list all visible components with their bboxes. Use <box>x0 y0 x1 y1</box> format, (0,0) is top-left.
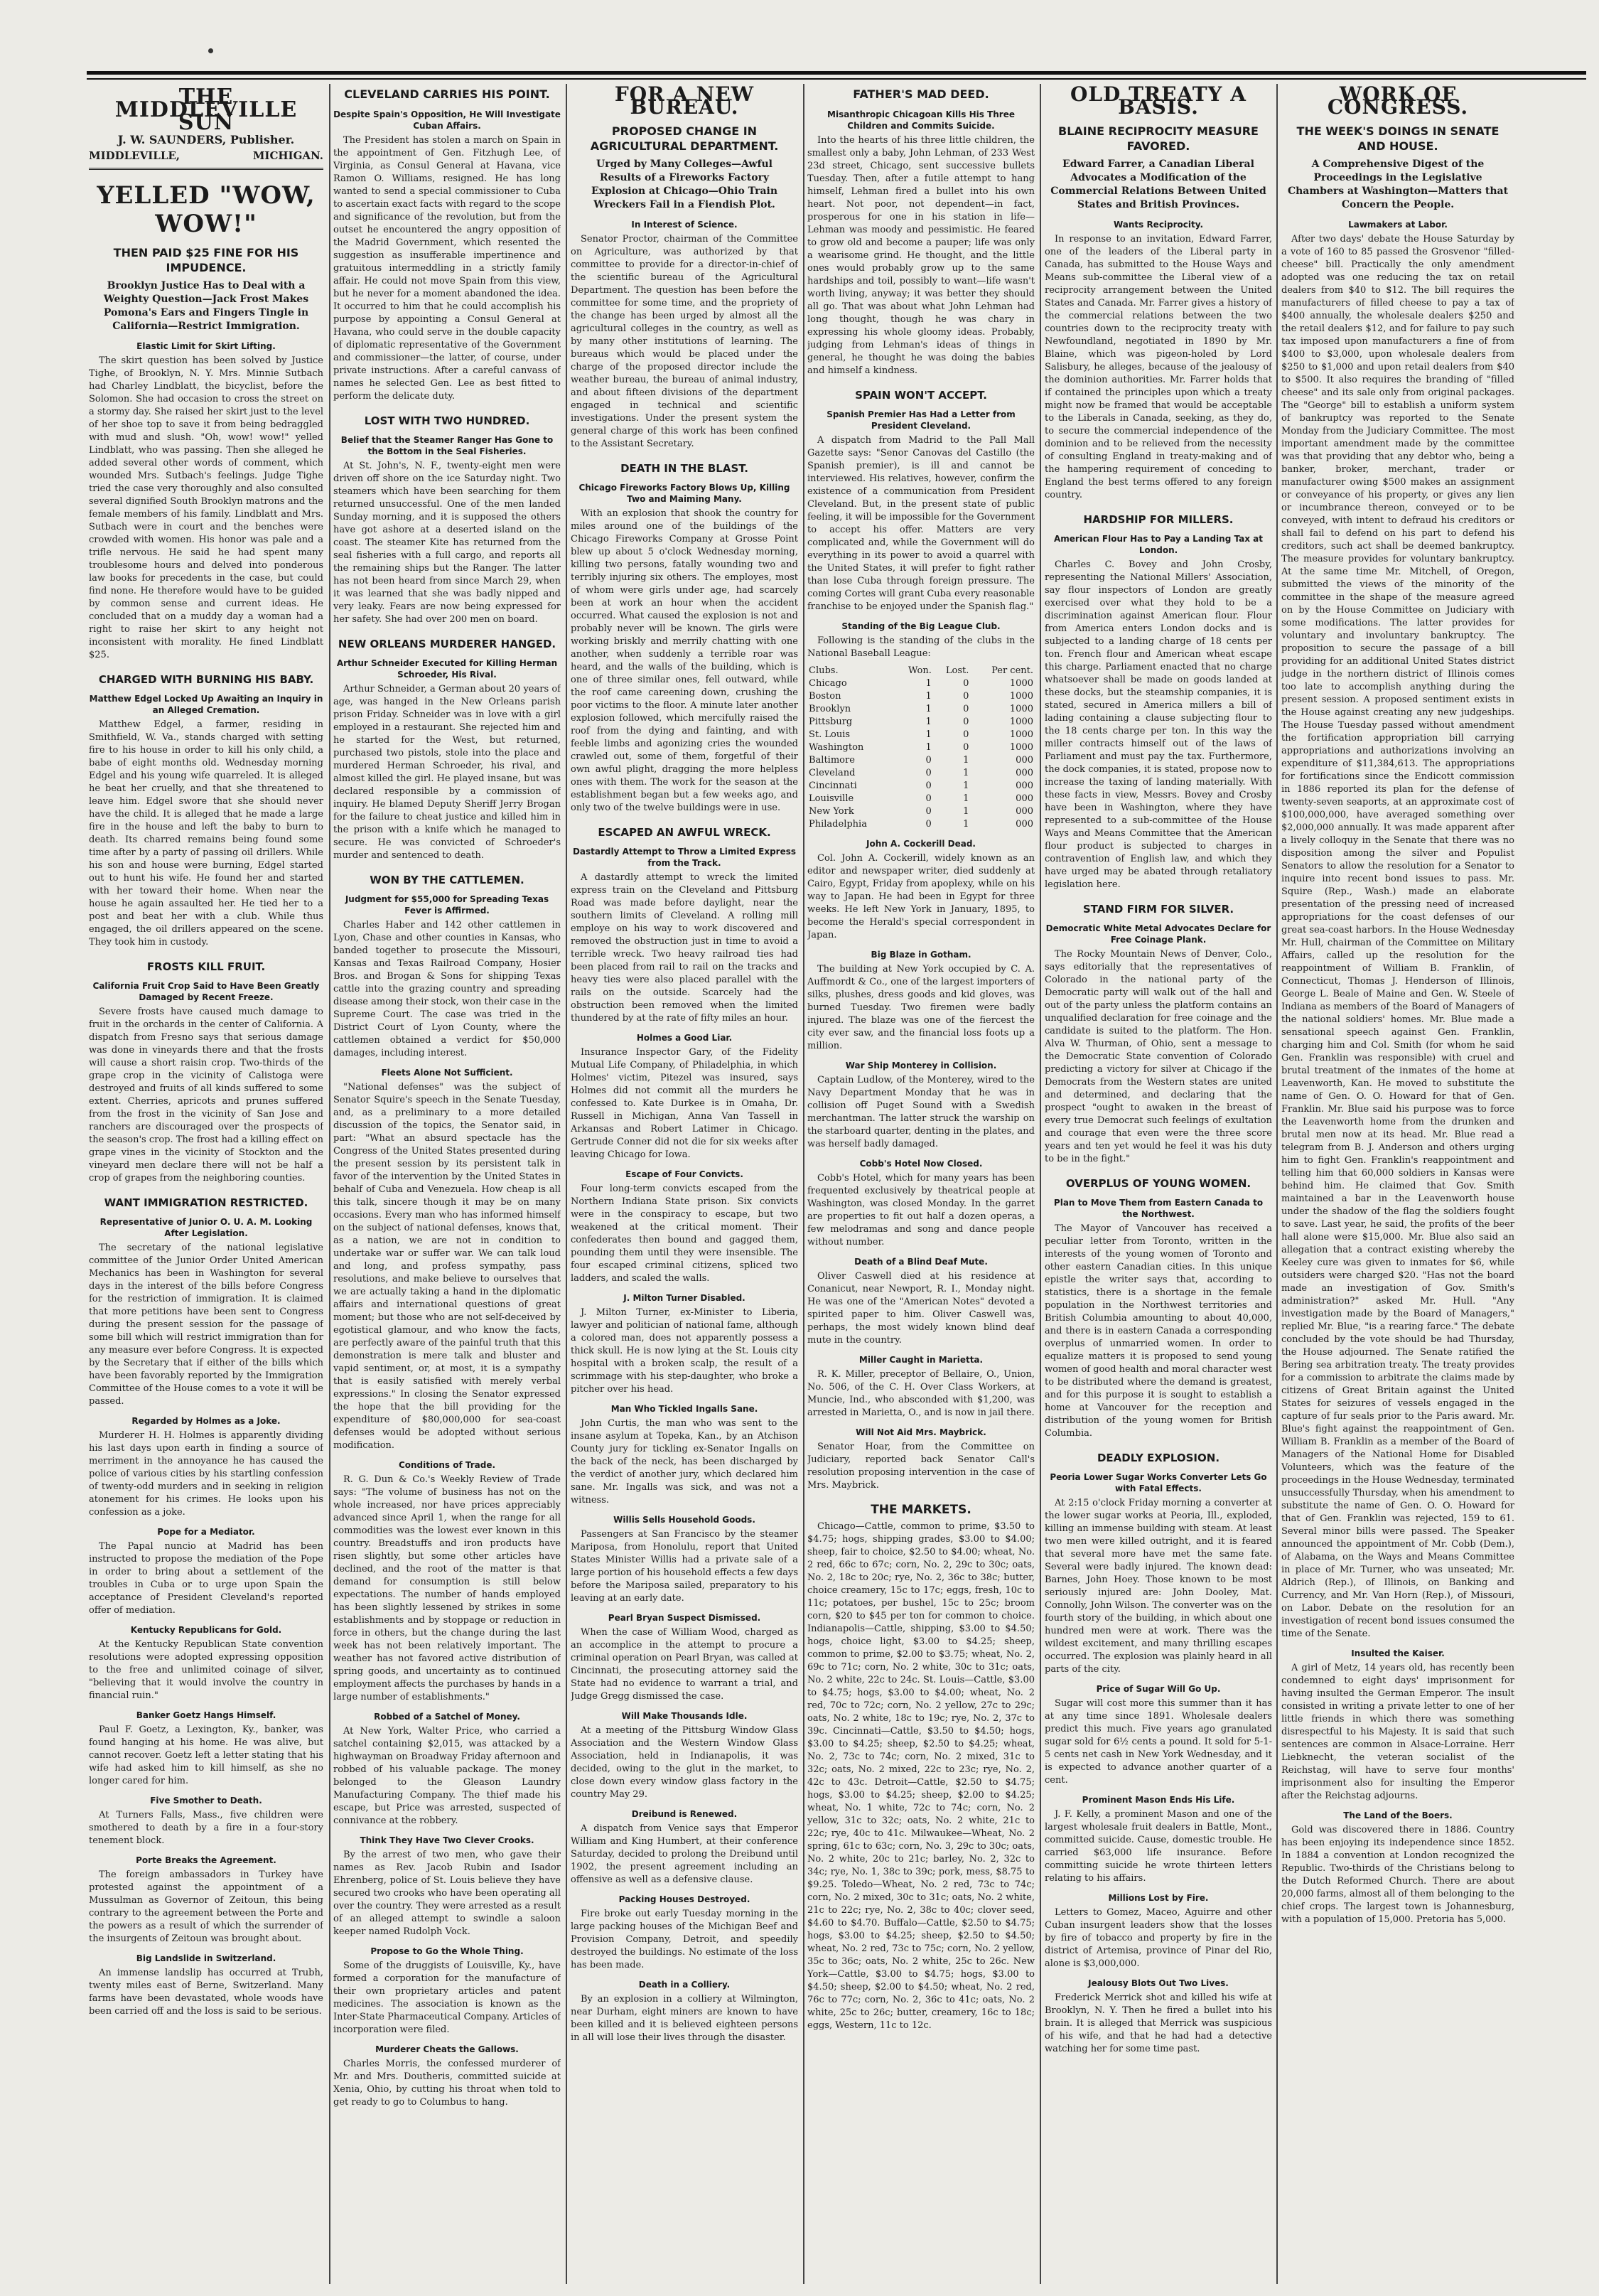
story-subtitle: Belief that the Steamer Ranger Has Gone to the Bottom in the Seal Fisheries. <box>340 435 554 456</box>
masthead-dateline <box>89 149 323 162</box>
story-subtitle: American Flour Has to Pay a Landing Tax at London. <box>1054 534 1263 555</box>
article-subhead: BLAINE RECIPROCITY MEASURE FAVORED. <box>1058 124 1259 153</box>
story-subtitle: Arthur Schneider Executed for Killing Herman Schroeder, His Rival. <box>336 658 558 680</box>
table-cell: 0 <box>925 755 932 766</box>
story-text: A girl of Metz, 14 years old, has recently been condemned to eight days' imprisonment for having insulted the German Emperor. The insult consisted in writing a private letter to one of her little friends in which there was something disrespectful to his Majesty. It is said that such sentences are common in Alsace-Lorraine. Herr Liebknecht, the veteran socialist of the Reichstag, will have to serve four months' imprisonment also for insulting the Emperor after the Reichstag adjourns. <box>1281 1663 1514 1801</box>
table-row <box>807 767 1035 780</box>
story-text: Arthur Schneider, a German about 20 years of age, was hanged in the New Orleans parish prison Friday. Schneider was in love with a girl employed in a restaurant. She rejected him and he started for the West, but returned, purchased two pistols, stole into the place and murdered Herman Schroeder, his rival, and almost killed the girl. He played insane, but was declared responsible by a commission of inquiry. He blamed Deputy Sheriff Jerry Brogan for the failure to cheat justice and killed him in the prison with a knife which he managed to secure. He was convicted of Schroeder's murder and sentenced to death. <box>333 684 561 861</box>
story-text: At New York, Walter Price, who carried a satchel containing $2,015, was attacked by a highwayman on Broadway Friday afternoon and robbed of his valuable package. The money belonged to the Gleason Laundry Manufacturing Company. The thief made his escape, but Price was arrested, suspected of connivance at the robbery. <box>333 1726 561 1826</box>
story-text: Four long-term convicts escaped from the Northern Indiana State prison. Six convicts were in the conspiracy to escape, but two weakened at the critical moment. Their confederates then bound and gagged them, pounding them until they were insensible. The four escaped criminal citizens, spliced two ladders, and scaled the walls. <box>571 1184 798 1284</box>
story-title: J. Milton Turner Disabled. <box>623 1293 745 1303</box>
story-text: The secretary of the national legislative committee of the Junior Order United American Mechanics has been in Washington for several days in the interest of the bills before Congress for the restriction of immigration. It is claimed that more petitions have been sent to Congress during the present session for the passage of some bill which will restrict immigration than for any measure ever before Congress. It is expected by the Secretary that if either of the bills which have been favorably reported by the Immigration Committee of the House comes to a vote it will be passed. <box>89 1243 323 1407</box>
story-title: Fleets Alone Not Sufficient. <box>381 1068 513 1078</box>
table-cell: 1 <box>925 704 932 714</box>
story-title: WANT IMMIGRATION RESTRICTED. <box>104 1196 308 1209</box>
story-title: Willis Sells Household Goods. <box>613 1515 755 1525</box>
story-title: Holmes a Good Liar. <box>636 1033 733 1043</box>
baseball-standings-table <box>807 665 1035 831</box>
story-subtitle: Despite Spain's Opposition, He Will Investigate Cuban Affairs. <box>333 109 561 131</box>
story-text: Captain Ludlow, of the Monterey, wired to the Navy Department Monday that he was in collision off Puget Sound with a Swedish merchantman. The latter struck the warship on the starboard quarter, denting in the plates, and was herself badly damaged. <box>807 1075 1035 1149</box>
table-cell: 1 <box>925 729 932 740</box>
story-title: Millions Lost by Fire. <box>1108 1893 1209 1903</box>
story-text: Severe frosts have caused much damage to fruit in the orchards in the center of California. A dispatch from Fresno says that serious damage was done in vineyards there and that the frosts will cause a short raisin crop. Two-thirds of the grape crop in the vicinity of Calistoga were destroyed and fruits of all kinds suffered to some extent. Cherries, apricots and prunes suffered from the frost in the vicinity of San Jose and ranchers are discouraged over the prospects of the season's crop. The frost had a killing effect on grape vines in the vicinity of Stockton and the vineyard men declare there will not be half a crop of grapes from the neighboring counties. <box>89 1007 323 1184</box>
table-cell: 0 <box>963 742 969 753</box>
story-text: Sugar will cost more this summer than it has at any time since 1891. Wholesale dealers predict this much. Five years ago granulated sugar sold for 6½ cents a pound. It sold for 5-1-5 cents net cash in New York Wednesday, and it is expected to advance another quarter of a cent. <box>1045 1698 1272 1786</box>
table-cell: 0 <box>925 806 932 817</box>
table-cell: 1 <box>963 806 969 817</box>
table-cell: 000 <box>1016 755 1033 766</box>
story-text: Insurance Inspector Gary, of the Fidelity Mutual Life Company, of Philadelphia, in which Holmes' victim, Pitezel was insured, says Holmes did not commit all the murders he confessed to. Kate Durkee is in Omaha, Dr. Russell in Michigan, Anna Van Tassell in Arkansas and Robert Latimer in Chicago. Gertrude Conner did not die for six weeks after leaving Chicago for Iowa. <box>571 1047 798 1160</box>
table-row <box>807 805 1035 818</box>
story-title: HARDSHIP FOR MILLERS. <box>1083 513 1234 526</box>
story-subtitle: Representative of Junior O. U. A. M. Looking After Legislation. <box>99 1217 313 1238</box>
story-text: Murderer H. H. Holmes is apparently dividing his last days upon earth in finding a source of merriment in the annoyance he has caused the police of various cities by his startling confession of twenty-odd murders and in seeking in religion atonement for his crimes. He looks upon his confession as a joke. <box>89 1430 323 1518</box>
story-text: Matthew Edgel, a farmer, residing in Smithfield, W. Va., stands charged with setting fire to his house in order to kill his only child, a babe of eight months old. Wednesday morning Edgel and his young wife quarreled. It is alleged he beat her cruelly, and that she threatened to leave him. Edgel swore that she should never have the child. It is alleged that he made a large fire in the house and left the baby to burn to death. Its charred remains being found some time after by a party of passing oil drillers. While his son and house were burning, Edgel started out to hunt his wife. He found her and started with her toward their home. When near the house he again assaulted her. He tied her to a post and beat her with a club. While thus engaged, the oil drillers appeared on the scene. They took him in custody. <box>89 719 323 948</box>
story-title: War Ship Monterey in Collision. <box>845 1061 997 1071</box>
story-title: Murderer Cheats the Gallows. <box>375 2044 519 2054</box>
story-title: FROSTS KILL FRUIT. <box>146 960 266 973</box>
story-title: Cobb's Hotel Now Closed. <box>859 1159 983 1169</box>
column-rule <box>1040 84 1041 2284</box>
table-row <box>807 677 1035 690</box>
article-deck: Urged by Many Colleges—Awful Results of a Fireworks Factory Explosion at Chicago—Ohio Train Wreckers Fail in a Fiendish Plot. <box>591 159 778 210</box>
column-5 <box>1045 84 1272 2284</box>
article-headline: WORK OF CONGRESS. <box>1327 84 1469 119</box>
story-subtitle: Spanish Premier Has Had a Letter from President Cleveland. <box>827 409 1016 431</box>
story-title: ESCAPED AN AWFUL WRECK. <box>598 826 771 839</box>
story-title: Escape of Four Convicts. <box>625 1169 743 1179</box>
table-cell: 000 <box>1016 793 1033 804</box>
story-title: Packing Houses Destroyed. <box>618 1894 750 1904</box>
story-subtitle: Peoria Lower Sugar Works Converter Lets Go with Fatal Effects. <box>1050 1472 1267 1493</box>
table-cell: 1 <box>925 691 932 702</box>
table-cell: 1000 <box>1009 704 1033 714</box>
column-rule <box>803 84 804 2284</box>
story-title: LOST WITH TWO HUNDRED. <box>364 414 530 427</box>
story-text: At a meeting of the Pittsburg Window Glass Association and the Western Window Glass Association, held in Indianapolis, it was decided, owing to the glut in the market, to close down every window glass factory in the country May 29. <box>571 1725 798 1800</box>
story-title: Robbed of a Satchel of Money. <box>374 1712 520 1722</box>
story-text: Letters to Gomez, Maceo, Aguirre and other Cuban insurgent leaders show that the losses by fire of tobacco and property by fire in the district of Artemisa, province of Pinar del Rio, alone is $3,000,000. <box>1045 1907 1272 1969</box>
story-title: SPAIN WON'T ACCEPT. <box>855 389 987 402</box>
story-text: The skirt question has been solved by Justice Tighe, of Brooklyn, N. Y. Mrs. Minnie Sutbach had Charley Lindblatt, the bicyclist, before the Solomon. She had occasion to cross the street on a stormy day. She raised her skirt just to the level of her shoe top to save it from being bedraggled with mud and slush. "Oh, wow! wow!" yelled Lindblatt, who was passing. Then she alleged he added several other words of comment, which wounded Mrs. Sutbach's feelings. Judge Tighe tried the case very thoroughly and also consulted several dignified South Brooklyn matrons and the female members of his family. Lindblatt and Mrs. Sutbach were in court and the benches were crowded with women. His honor was pale and a trifle nervous. He said he had spent many troublesome hours and delved into ponderous law books for precedents in the case, but could find none. He therefore would have to be guided by common sense and current ideas. He concluded that on a muddy day a woman had a right to raise her skirt to any height not inconsistent with morality. He fined Lindblatt $25. <box>89 355 323 660</box>
table-cell: 0 <box>963 704 969 714</box>
column-1 <box>89 84 323 2284</box>
table-header-row <box>807 665 1035 677</box>
table-cell: 0 <box>963 729 969 740</box>
story-title: Big Blaze in Gotham. <box>871 950 971 960</box>
masthead-publisher: J. W. SAUNDERS, Publisher. <box>117 133 295 146</box>
table-cell: 0 <box>925 780 932 791</box>
column-rule <box>1276 84 1278 2284</box>
table-row <box>807 754 1035 767</box>
table-cell: 0 <box>925 819 932 830</box>
print-speck <box>208 48 213 53</box>
masthead-city: MIDDLEVILLE, <box>89 149 181 162</box>
story-text: With an explosion that shook the country for miles around one of the buildings of the Chicago Fireworks Company at Grosse Point blew up about 5 o'clock Wednesday morning, killing two persons, fatally wounding two and terribly injuring six others. The employes, most of whom were girls under age, had scarcely been at work an hour when the accident occurred. What caused the explosion is not and probably never will be known. The girls were working briskly and merrily chatting with one another, when suddenly a terrible roar was heard, and the walls of the building, which is one of three similar ones, fell outward, while the roof came careening down, crushing the poor victims to the floor. A minute later another explosion followed, which mercifully raised the roof from the dying and fainting, and with feeble limbs and agonizing cries the wounded crawled out, some of them, forgetful of their own awful plight, dragging the more helpless ones with them. The work for the season at the establishment began but a few weeks ago, and only two of the twelve buildings were in use. <box>571 508 798 813</box>
story-title: Five Smother to Death. <box>150 1796 262 1806</box>
story-text: At 2:15 o'clock Friday morning a converter at the lower sugar works at Peoria, Ill., exploded, killing an immense building with steam. At least two men were killed outright, and it is feared that several more have met the same fate. Several were badly injured. The known dead: Barnes, John Hoey. Those known to be most seriously injured are: John Dooley, Mat. Connolly, John Wilson. The converter was on the fourth story of the building, in which about one hundred men were at work. There was the wildest excitement, and many thrilling escapes occurred. The explosion was plainly heard in all parts of the city. <box>1045 1498 1272 1675</box>
story-title: In Interest of Science. <box>631 220 738 230</box>
story-title: CLEVELAND CARRIES HIS POINT. <box>344 87 550 101</box>
story-title: Dreibund is Renewed. <box>631 1809 738 1819</box>
story-title: DEADLY EXPLOSION. <box>1097 1452 1220 1464</box>
table-cell: 0 <box>963 678 969 689</box>
story-text: The building at New York occupied by C. A. Auffmordt & Co., one of the largest importers of silks, plushes, dress goods and kid gloves, was burned Tuesday. Two firemen were badly injured. The blaze was one of the fiercest the city ever saw, and the financial loss foots up a million. <box>807 964 1035 1051</box>
table-cell: 000 <box>1016 819 1033 830</box>
story-subtitle: Democratic White Metal Advocates Declare for Free Coinage Plank. <box>1045 923 1271 945</box>
story-title: Miller Caught in Marietta. <box>858 1355 984 1365</box>
story-text: Fire broke out early Tuesday morning in the large packing houses of the Michigan Beef and Provision Company, Detroit, and speedily destroyed the buildings. No estimate of the loss has been made. <box>571 1909 798 1970</box>
table-row <box>807 818 1035 831</box>
column-3 <box>571 84 798 2284</box>
table-cell: 000 <box>1016 806 1033 817</box>
article-deck: Edward Farrer, a Canadian Liberal Advocates a Modification of the Commercial Relations Between United States and British Provinces. <box>1050 159 1266 210</box>
column-6 <box>1281 84 1514 2284</box>
story-subtitle: Chicago Fireworks Factory Blows Up, Killing Two and Maiming Many. <box>578 483 790 504</box>
table-cell: 1000 <box>1009 717 1033 727</box>
table-cell: Louisville <box>809 793 854 804</box>
story-text: Paul F. Goetz, a Lexington, Ky., banker, was found hanging at his home. He was alive, but cannot recover. Goetz left a letter stating that his wife had asked him to kill himself, as she no longer cared for him. <box>89 1724 323 1786</box>
table-cell: 1 <box>925 742 932 753</box>
story-text: Some of the druggists of Louisville, Ky., have formed a corporation for the manufacture of their own proprietary articles and patent medicines. The association is known as the Inter-State Pharmaceutical Company. Articles of incorporation were filed. <box>333 1960 561 2035</box>
table-cell: 0 <box>963 691 969 702</box>
article-subhead: THE WEEK'S DOINGS IN SENATE AND HOUSE. <box>1296 124 1500 153</box>
story-title: STAND FIRM FOR SILVER. <box>1082 903 1234 916</box>
table-cell: Boston <box>809 691 841 702</box>
story-subtitle: Judgment for $55,000 for Spreading Texas Fever is Affirmed. <box>345 894 549 916</box>
story-title: John A. Cockerill Dead. <box>866 839 976 849</box>
story-text: Col. John A. Cockerill, widely known as an editor and newspaper writer, died suddenly at Cairo, Egypt, Friday from apoplexy, while on his way to Japan. He had been in Egypt for three weeks. He left New York in January, 1895, to become the Herald's special correspondent in Japan. <box>807 853 1035 940</box>
table-cell: Cincinnati <box>809 780 857 791</box>
story-title: Regarded by Holmes as a Joke. <box>131 1416 281 1426</box>
story-text: Following is the standing of the clubs in the National Baseball League: <box>807 635 1035 659</box>
story-text: Charles Morris, the confessed murderer of Mr. and Mrs. Doutheris, committed suicide at Xenia, Ohio, by cutting his throat when told to get ready to go to Columbus to hang. <box>333 2059 561 2108</box>
story-text: Charles Haber and 142 other cattlemen in Lyon, Chase and other counties in Kansas, who banded together to prosecute the Missouri, Kansas and Texas Railroad Company, Hosier Bros. and Brogan & Sons for shipping Texas cattle into the grazing country and spreading disease among their stock, won their case in the Supreme Court. The case was tried in the District Court of Lyon County, where the cattlemen obtained a verdict for $50,000 damages, including interest. <box>333 920 561 1058</box>
story-title: Conditions of Trade. <box>398 1460 496 1470</box>
story-title: CHARGED WITH BURNING HIS BABY. <box>98 673 314 686</box>
story-text: "National defenses" was the subject of Senator Squire's speech in the Senate Tuesday, and, as a preliminary to a more detailed discussion of the topics, the Senator said, in part: "What an absurd spectacle has the Congress of the United States presented during the present session by its persistent talk in favor of the intervention by the United States in behalf of Cuba and Venezuela. How cheap is all this talk, sincere though it may be on many occasions. Every man who has informed himself on the subject of national defenses, knows that, as a nation, we are not in condition to undertake war or suffer war. We can talk loud and long, and profess sympathy, pass resolutions, and make believe to ourselves that we are actually taking a hand in the diplomatic affairs and international questions of great moment; but those who are not self-deceived by egotistical glamour, and who know the facts, are perfectly aware of the painful truth that this demonstration is mere talk and bluster and vapid sentiment, or, at most, it is a sympathy that is easily satisfied with merely verbal expressions." In closing the Senator expressed the hope that the bill providing for the expenditure of $80,000,000 for sea-coast defenses would be adopted without serious modification. <box>333 1082 561 1451</box>
column-rule <box>566 84 567 2284</box>
table-header-cell: Lost. <box>945 665 969 676</box>
table-cell: 1 <box>925 678 932 689</box>
story-text: By an explosion in a colliery at Wilmington, near Durham, eight miners are known to have been killed and it is believed eighteen persons in all will lose their lives through the disaster. <box>571 1994 798 2043</box>
story-title: Prominent Mason Ends His Life. <box>1082 1795 1235 1805</box>
story-subtitle: California Fruit Crop Said to Have Been Greatly Damaged by Recent Freeze. <box>92 981 320 1002</box>
story-text: After two days' debate the House Saturday by a vote of 160 to 85 passed the Grosvenor "filled-cheese" bill. Practically the only amendment adopted was one reducing the tax on retail dealers from $40 to $12. The bill requires the manufacturers of filled cheese to pay a tax of $400 annually, the wholesale dealers $250 and the retail dealers $12, and for failure to pay such tax imposed upon manufacturers a fine of from $400 to $3,000, upon wholesale dealers from $250 to $1,000 and upon retail dealers from $40 to $500. It also requires the branding of "filled cheese" and its sale only from original packages. The "George" bill to establish a uniform system of bankruptcy was reported to the Senate Monday from the Judiciary Committee. The most important amendment made by the committee was that providing that any debtor who, being a banker, broker, merchant, trader or manufacturer owing $500 makes an assignment or conveyance of his property, or gives any lien or incumbrance thereon, conveyed or to be conveyed, with intent to defraud his creditors or shall fail to defend on his part to defend his creditors, such act shall be deemed bankruptcy. The measure provides for voluntary bankruptcy. At the same time Mr. Mitchell, of Oregon, submitted the views of the minority of the committee in the shape of the measure agreed on by the House Committee on Judiciary with some modifications. The latter provides for voluntary and involuntary bankruptcy. The proposition to secure the passage of a bill providing for an additional United States district judge in the northern district of Illinois comes too late to accomplish anything during the present session. A proposed sentiment exists in the House against creating any new judgeships. The House Tuesday passed without amendment the fortification appropriation bill carrying appropriations and authorizations involving an expenditure of $11,384,613. The appropriations for fortifications since the Endicott commission in 1886 reported its plan for the defense of twenty-seven seaports, at an approximate cost of $100,000,000, have averaged something over $2,000,000 annually. It was made apparent after a lively colloquy in the Senate that there was no disposition among the silver and Populist Senators to allow the resolution for a Senator to inquire into recent bond issues to pass. Mr. Squire (Rep., Wash.) made an elaborate presentation of the pressing need of increased appropriations for the coast defenses of our great sea-coast harbors. In the House Wednesday Mr. Hull, chairman of the Committee on Military Affairs, called up the resolution for the reappointment of William B. Franklin, of Connecticut, Thomas J. Henderson of Illinois, George L. Beale of Maine and Gen. W. Steele of Indiana as members of the Board of Managers of the national soldiers' homes. Mr. Blue made a sensational speech against Gen. Franklin, charging him and Col. Smith (for whom he said Gen. Franklin was responsible) with cruel and brutal treatment of the inmates of the home at Leavenworth, Kan. He moved to substitute the name of Gen. O. O. Howard for that of Gen. Franklin. Mr. Blue said his purpose was to force the Leavenworth home from the drunken and brutal men now at its head. Mr. Blue read a telegram from B. J. Anderson and others urging him to fight Gen. Franklin's reappointment and telling him that 60,000 soldiers in Kansas were behind him. He claimed that Gov. Smith maintained a bar in the Leavenworth house under the shadow of the flag the soldiers fought to save. Last year, he said, the profits of the beer hall alone were $15,000. Mr. Blue also said an allegation that a contract existing whereby the Keeley cure was given to inmates for $6, while outsiders were charged $20. "Has not the board made an investigation of Gov. Smith's administration?" asked Mr. Hull. "Any investigation made by the Board of Managers," replied Mr. Blue, "is a rearing farce." The debate concluded by the vote should be had Thursday, the House adjourned. The Senate ratified the Bering sea arbitration treaty. The treaty provides for a commission to arbitrate the claims made by citizens of Great Britain against the United States for seizures of vessels engaged in the capture of fur seals prior to the Paris award. Mr. Blue's fight against the reappointment of Gen. William B. Franklin as a member of the Board of Managers of the National Home for Disabled Volunteers, which was the feature of the proceedings in the House Wednesday, terminated unsuccessfully Thursday, when his amendment to substitute the name of Gen. O. O. Howard for that of Gen. Franklin was rejected, 159 to 61. Several minor bills were passed. The Speaker announced the appointment of Mr. Cobb (Dem.), of Alabama, on the Ways and Means Committee in place of Mr. Turner, who was unseated; Mr. Aldrich (Rep.), of Illinois, on Banking and Currency, and Mr. Van Horn (Rep.), of Missouri, on Labor. Debate on the resolution for an investigation of recent bond issues consumed the time of the Senate. <box>1281 234 1514 1639</box>
article-deck: Brooklyn Justice Has to Deal with a Weighty Question—Jack Frost Makes Pomona's Ears and Fingers Tingle in California—Restrict Immigration. <box>103 280 309 332</box>
story-text: The Papal nuncio at Madrid has been instructed to propose the mediation of the Pope in order to bring about a settlement of the troubles in Cuba or to urge upon Spain the acceptance of President Cleveland's reported offer of mediation. <box>89 1541 323 1616</box>
story-text: In response to an invitation, Edward Farrer, one of the leaders of the Liberal party in Canada, has submitted to the House Ways and Means sub-committee the Liberal view of a reciprocity arrangement between the United States and Canada. Mr. Farrer gives a history of the commercial relations between the two countries down to the reciprocity treaty with Newfoundland, negotiated in 1890 by Mr. Blaine, which was pigeon-holed by Lord Salisbury, he alleges, because of the jealousy of the dominion authorities. Mr. Farrer holds that if contained the principles upon which a treaty might now be framed that would be acceptable to the Liberals in Canada, seeking, as they do, to secure the commercial independence of the dominion and to be relieved from the necessity of consulting England in treaty-making and of the hampering requirement of conceding to England the best terms offered to any foreign country. <box>1045 234 1272 500</box>
story-title: Death of a Blind Deaf Mute. <box>854 1257 988 1267</box>
table-header-cell: Per cent. <box>991 665 1033 676</box>
column-4 <box>807 84 1035 2284</box>
story-text: A dispatch from Venice says that Emperor William and King Humbert, at their conference Saturday, decided to prolong the Dreibund until 1902, the present agreement including an offensive as well as a defensive clause. <box>571 1823 798 1885</box>
story-text: An immense landslip has occurred at Trubh, twenty miles east of Berne, Switzerland. Many farms have been devastated, whole woods have been carried off and the loss is said to be serious. <box>89 1968 323 2017</box>
story-title: Jealousy Blots Out Two Lives. <box>1088 1978 1229 1988</box>
table-cell: 0 <box>963 717 969 727</box>
table-cell: 1000 <box>1009 691 1033 702</box>
table-cell: 1000 <box>1009 742 1033 753</box>
table-cell: St. Louis <box>809 729 851 740</box>
table-cell: 1000 <box>1009 678 1033 689</box>
story-title: Lawmakers at Labor. <box>1348 220 1448 230</box>
story-title: DEATH IN THE BLAST. <box>620 462 748 475</box>
table-cell: Brooklyn <box>809 704 851 714</box>
story-text: Oliver Caswell died at his residence at Conanicut, near Newport, R. I., Monday night. He was one of the "American Notes" devoted a spirited paper to him. Oliver Caswell was, perhaps, the most widely known blind deaf mute in the country. <box>807 1271 1035 1346</box>
story-text: At the Kentucky Republican State convention resolutions were adopted expressing opposition to the free and unlimited coinage of silver, "believing that it would involve the country in financial ruin." <box>89 1639 323 1701</box>
table-row <box>807 729 1035 741</box>
story-title: OVERPLUS OF YOUNG WOMEN. <box>1065 1177 1251 1190</box>
table-cell: 0 <box>925 793 932 804</box>
story-text: At St. John's, N. F., twenty-eight men were driven off shore on the ice Saturday night. Two steamers which have been searching for them returned unsuccessful. One of the men landed Sunday morning, and it is supposed the others have got ashore at a deserted island on the coast. The steamer Kite has returned from the seal fisheries with a full cargo, and reports all the remaining ships but the Ranger. The latter has not been heard from since March 29, when it was learned that she was badly nipped and very leaky. Fears are now being expressed for her safety. She had over 200 men on board. <box>333 461 561 625</box>
table-cell: 1 <box>925 717 932 727</box>
table-row <box>807 793 1035 805</box>
story-title: FATHER'S MAD DEED. <box>853 87 989 101</box>
table-header-cell: Clubs. <box>809 665 839 676</box>
article-subhead: THEN PAID $25 FINE FOR HIS IMPUDENCE. <box>113 246 299 274</box>
story-title: Standing of the Big League Club. <box>841 621 1001 631</box>
table-cell: Washington <box>809 742 864 753</box>
story-text: Passengers at San Francisco by the steamer Mariposa, from Honolulu, report that United States Minister Willis had a private sale of a large portion of his household effects a few days before the Mariposa sailed, preparatory to his leaving at an early date. <box>571 1529 798 1604</box>
story-text: R. K. Miller, preceptor of Bellaire, O., Union, No. 506, of the C. H. Over Class Workers, at Muncie, Ind., who absconded with $1,200, was arrested in Marietta, O., and is now in jail there. <box>807 1369 1035 1418</box>
table-cell: New York <box>809 806 854 817</box>
table-cell: 1 <box>963 755 969 766</box>
story-text: A dastardly attempt to wreck the limited express train on the Cleveland and Pittsburg Road was made before daylight, near the southern limits of Cleveland. A rolling mill employe on his way to work discovered and removed the obstruction just in time to avoid a terrible wreck. Two heavy railroad ties had been placed from rail to rail on the tracks and heavy ties were also placed parallel with the rails on the outside. Scarcely had the obstruction been removed when the limited thundered by at the rate of fifty miles an hour. <box>571 872 798 1024</box>
story-text: Gold was discovered there in 1886. Country has been enjoying its independence since 1852. In 1884 a convention at London recognized the Republic. Two-thirds of the Christians belong to the Dutch Reformed Church. There are about 20,000 farms, almost all of them belonging to the chief crops. The largest town is Johannesburg, with a population of 15,000. Pretoria has 5,000. <box>1281 1825 1514 1925</box>
table-cell: 1 <box>963 768 969 778</box>
story-title: Propose to Go the Whole Thing. <box>370 1946 524 1956</box>
story-title: Kentucky Republicans for Gold. <box>130 1625 282 1635</box>
table-cell: 1 <box>963 819 969 830</box>
story-text: Into the hearts of his three little children, the smallest only a baby, John Lehman, of 233 West 23d street, Chicago, sent successive bullets Tuesday. Then, after a futile attempt to hang himself, Lehman fired a bullet into his own heart. Not poor, not dependent—in fact, prosperous for one in his station in life—Lehman was moody and pessimistic. He feared to grow old and become a pauper; life was only a wearisome grind. He thought, and the little ones would probably grow up to the same hardships and toil, possibly to want—life wasn't worth living, anyway; it was better they should all go. That was about what John Lehman had long thought, though he was chary in expressing his whole gloomy ideas. Probably, judging from Lehman's ideas of things in general, he thought he was doing the babies and himself a kindness. <box>807 135 1035 376</box>
story-title: Elastic Limit for Skirt Lifting. <box>136 341 276 351</box>
masthead-title: THE MIDDLEVILLE SUN <box>114 85 298 135</box>
story-subtitle: Plan to Move Them from Eastern Canada to the Northwest. <box>1053 1198 1264 1219</box>
story-text: By the arrest of two men, who gave their names as Rev. Jacob Rubin and Isador Ehrenberg, police of St. Louis believe they have secured two crooks who have been operating all over the country. They were arrested as a result of an alleged attempt to swindle a saloon keeper named Rudolph Vock. <box>333 1850 561 1937</box>
markets-text: Chicago—Cattle, common to prime, $3.50 to $4.75; hogs, shipping grades, $3.00 to $4.00; sheep, fair to choice, $2.50 to $4.00; wheat, No. 2 red, 66c to 67c; corn, No. 2, 29c to 30c; oats, No. 2, 18c to 20c; rye, No. 2, 36c to 38c; butter, choice creamery, 15c to 17c; eggs, fresh, 10c to 11c; potatoes, per bushel, 15c to 25c; broom corn, $20 to $45 per ton for common to choice. Indianapolis—Cattle, shipping, $3.00 to $4.50; hogs, choice light, $3.00 to $4.25; sheep, common to prime, $2.00 to $3.75; wheat, No. 2, 69c to 71c; corn, No. 2 white, 30c to 31c; oats, No. 2 white, 22c to 24c. St. Louis—Cattle, $3.00 to $4.75; hogs, $3.00 to $4.00; wheat, No. 2 red, 70c to 72c; corn, No. 2 yellow, 27c to 29c; oats, No. 2 white, 18c to 19c; rye, No. 2, 37c to 39c. Cincinnati—Cattle, $3.50 to $4.50; hogs, $3.00 to $4.25; sheep, $2.50 to $4.25; wheat, No. 2, 73c to 74c; corn, No. 2 mixed, 31c to 32c; oats, No. 2 mixed, 22c to 23c; rye, No. 2, 42c to 43c. Detroit—Cattle, $2.50 to $4.75; hogs, $3.00 to $4.25; sheep, $2.00 to $4.25; wheat, No. 1 white, 72c to 74c; corn, No. 2 yellow, 31c to 32c; oats, No. 2 white, 21c to 22c; rye, 40c to 41c. Milwaukee—Wheat, No. 2 spring, 61c to 63c; corn, No. 3, 29c to 30c; oats, No. 2 white, 20c to 21c; barley, No. 2, 32c to 34c; rye, No. 1, 38c to 39c; pork, mess, $8.75 to $9.25. Toledo—Wheat, No. 2 red, 73c to 74c; corn, No. 2 mixed, 30c to 31c; oats, No. 2 white, 21c to 22c; rye, No. 2, 38c to 40c; clover seed, $4.60 to $4.70. Buffalo—Cattle, $2.50 to $4.75; hogs, $3.00 to $4.25; sheep, $2.50 to $4.50; wheat, No. 2 red, 73c to 75c; corn, No. 2 yellow, 35c to 36c; oats, No. 2 white, 25c to 26c. New York—Cattle, $3.00 to $4.75; hogs, $3.00 to $4.50; sheep, $2.00 to $4.50; wheat, No. 2 red, 76c to 77c; corn, No. 2, 36c to 41c; oats, No. 2 white, 25c to 26c; butter, creamery, 16c to 18c; eggs, Western, 11c to 12c. <box>807 1521 1035 2031</box>
table-row <box>807 690 1035 703</box>
table-row <box>807 741 1035 754</box>
article-headline: YELLED "WOW, WOW!" <box>97 181 316 238</box>
story-title: NEW ORLEANS MURDERER HANGED. <box>338 638 556 650</box>
top-rule-thick <box>87 71 1586 75</box>
story-title: The Land of the Boers. <box>1343 1810 1453 1820</box>
article-subhead: PROPOSED CHANGE IN AGRICULTURAL DEPARTMENT. <box>590 124 779 153</box>
table-cell: 000 <box>1016 768 1033 778</box>
article-headline: FOR A NEW BUREAU. <box>614 84 755 119</box>
story-text: The Rocky Mountain News of Denver, Colo., says editorially that the representatives of Colorado in the national party of the Democratic party will walk out of the hall and out of the party unless the platform contains an unqualified declaration for free coinage and the candidate is suited to the platform. The Hon. Alva W. Thurman, of Ohio, sent a message to the Democratic State convention of Colorado predicting a victory for silver at Chicago if the Democrats from the Western states are united and determined, and declaring that the prospect "ought to awaken in the breast of every true Democrat such feelings of exultation and courage that even were the three score years and ten yet would he feel it was his duty to be in the fight." <box>1045 949 1272 1164</box>
story-text: J. Milton Turner, ex-Minister to Liberia, lawyer and politician of national fame, although a colored man, does not apparently possess a thick skull. He is now lying at the St. Louis city hospital with a broken scalp, the result of a scrimmage with his step-daughter, who broke a pitcher over his head. <box>571 1307 798 1395</box>
table-cell: 1 <box>963 780 969 791</box>
table-cell: 000 <box>1016 780 1033 791</box>
story-text: The Mayor of Vancouver has received a peculiar letter from Toronto, written in the interests of the young women of Toronto and other eastern Canadian cities. In this unique epistle the writer says that, according to statistics, there is a shortage in the female population in the Northwest territories and British Columbia amounting to about 40,000, and there is in eastern Canada a corresponding overplus of unmarried women. In order to equalize matters it is proposed to send young women of good health and moral character west to be distributed where the demand is greatest, and for this purpose it is sought to establish a home at Vancouver for the reception and distribution of the young women for British Columbia. <box>1045 1223 1272 1439</box>
story-text: When the case of William Wood, charged as an accomplice in the attempt to procure a criminal operation on Pearl Bryan, was called at Cincinnati, the prosecuting attorney said the State had no evidence to warrant a trial, and Judge Gregg dismissed the case. <box>571 1627 798 1702</box>
table-header-cell: Won. <box>908 665 932 676</box>
story-title: Will Make Thousands Idle. <box>621 1711 748 1721</box>
story-title: Big Landslide in Switzerland. <box>136 1953 276 1963</box>
story-text: Senator Hoar, from the Committee on Judiciary, reported back Senator Call's resolution proposing intervention in the case of Mrs. Maybrick. <box>807 1442 1035 1491</box>
table-cell: Cleveland <box>809 768 856 778</box>
story-title: Pearl Bryan Suspect Dismissed. <box>608 1613 761 1623</box>
top-rule-thin <box>87 78 1586 80</box>
story-text: A dispatch from Madrid to the Pall Mall Gazette says: "Senor Canovas del Castillo (the Spanish premier), is ill and cannot be interviewed. His relatives, however, confirm the existence of a communication from President Cleveland. But, in the present state of public feeling, it will be impossible for the Government to accept his offer. Matters are very complicated and, while the Government will do everything in its power to avoid a quarrel with the United States, it will prefer to fight rather than lose Cuba through foreign pressure. The coming Cortes will grant Cuba every reasonable franchise to be enjoyed under the Spanish flag." <box>807 435 1035 612</box>
story-title: Price of Sugar Will Go Up. <box>1096 1684 1221 1694</box>
story-text: Charles C. Bovey and John Crosby, representing the National Millers' Association, say flour inspectors of London are greatly exercised over what they hold to be a discrimination against American flour. Flour from America enters London docks and is subjected to a landing charge of 18 cents per ton. French flour and American wheat escape this charge. Parliament enacted that no charge whatsoever shall be made on goods landed at these docks, but the steamship companies, it is stated, secured in America millers a bill of lading containing a clause subjecting flour to the 18 cents charge per ton. In this way the miller contracts himself out of the laws of Parliament and must pay the tax. Furthermore, the dock companies, it is stated, propose now to increase the taxing of landing materially. With these facts in view, Messrs. Bovey and Crosby have been in Washington, where they have represented to a sub-committee of the House Ways and Means Committee that the American flour product is subjected to charges in contravention of English law, and which they have urged may be abated through retaliatory legislation here. <box>1045 559 1272 890</box>
table-cell: Chicago <box>809 678 847 689</box>
story-text: Frederick Merrick shot and killed his wife at Brooklyn, N. Y. Then he fired a bullet into his brain. It is alleged that Merrick was suspicious of his wife, and that he had had a detective watching her for some time past. <box>1045 1992 1272 2054</box>
story-title: Banker Goetz Hangs Himself. <box>136 1710 276 1720</box>
story-text: Senator Proctor, chairman of the Committee on Agriculture, was authorized by that committee to provide for a director-in-chief of the scientific bureau of the Agricultural Department. The question has been before the committee for some time, and the propriety of the change has been urged by almost all the agricultural colleges in the country, as well as by many other institutions of learning. The bureaus which would be placed under the charge of the proposed director include the weather bureau, the bureau of animal industry, and about fifteen divisions of the department engaged in technical and scientific investigations. Under the present system the general charge of this work has been confined to the Assistant Secretary. <box>571 234 798 449</box>
story-title: Porte Breaks the Agreement. <box>136 1855 276 1865</box>
table-cell: Baltimore <box>809 755 855 766</box>
column-2 <box>333 84 561 2284</box>
story-title: Man Who Tickled Ingalls Sane. <box>610 1404 758 1414</box>
story-title: Pope for a Mediator. <box>157 1527 255 1537</box>
story-text: The President has stolen a march on Spain in the appointment of Gen. Fitzhugh Lee, of Virginia, as Consul General at Havana, vice Ramon O. Williams, resigned. He has long wanted to send a special commissioner to Cuba to ascertain exact facts with regard to the scope and significance of the revolution, but from the outset he encountered the angry opposition of the Madrid Government, which resented the suggestion as insufferable impertinence and gratuitous intermeddling in a strictly family affair. He could not move Spain from this view, but he never for a moment abandoned the idea. It occurred to him that he could accomplish his purpose by appointing a Consul General at Havana, who could serve in the double capacity of diplomatic representative of the Government and commissioner—the latter, of course, under private instructions. After a careful canvass of names he selected Gen. Lee as best fitted to perform the delicate duty. <box>333 135 561 402</box>
story-title: Think They Have Two Clever Crooks. <box>360 1835 534 1845</box>
article-deck: A Comprehensive Digest of the Proceedings in the Legislative Chambers at Washington—Matters that Concern the People. <box>1287 159 1509 210</box>
table-cell: 1000 <box>1009 729 1033 740</box>
table-cell: 0 <box>925 768 932 778</box>
story-text: Cobb's Hotel, which for many years has been frequented exclusively by theatrical people at Washington, was closed Monday. In the garret are properties to fit out half a dozen operas, a few melodramas and song and dance people without number. <box>807 1173 1035 1248</box>
story-text: The foreign ambassadors in Turkey have protested against the appointment of a Mussulman as Governor of Zeitoun, this being contrary to the agreement between the Porte and the powers as a result of which the surrender of the insurgents of Zeitoun was brought about. <box>89 1869 323 1944</box>
story-text: John Curtis, the man who was sent to the insane asylum at Topeka, Kan., by an Atchison County jury for tickling ex-Senator Ingalls on the back of the neck, has been discharged by the verdict of another jury, which declared him sane. Mr. Ingalls was sick, and was not a witness. <box>571 1418 798 1506</box>
table-row <box>807 716 1035 729</box>
markets-title: THE MARKETS. <box>871 1503 971 1517</box>
table-cell: 1 <box>963 793 969 804</box>
article-headline: OLD TREATY A BASIS. <box>1070 84 1247 119</box>
story-text: J. F. Kelly, a prominent Mason and one of the largest wholesale fruit dealers in Battle, Mont., committed suicide. Cause, domestic trouble. He carried $63,000 life insurance. Before committing suicide he wrote thirteen letters relating to his affairs. <box>1045 1809 1272 1884</box>
table-cell: Philadelphia <box>809 819 867 830</box>
story-title: Death in a Colliery. <box>638 1980 731 1990</box>
masthead-state: MICHIGAN. <box>252 149 323 162</box>
column-rule <box>329 84 330 2284</box>
story-title: WON BY THE CATTLEMEN. <box>370 874 524 886</box>
story-text: At Turners Falls, Mass., five children were smothered to death by a fire in a four-story tenement block. <box>89 1810 323 1846</box>
story-title: Insulted the Kaiser. <box>1351 1648 1445 1658</box>
story-subtitle: Dastardly Attempt to Throw a Limited Express from the Track. <box>572 847 797 868</box>
story-subtitle: Matthew Edgel Locked Up Awaiting an Inquiry in an Alleged Cremation. <box>89 694 323 715</box>
story-title: Will Not Aid Mrs. Maybrick. <box>856 1427 986 1437</box>
story-text: R. G. Dun & Co.'s Weekly Review of Trade says: "The volume of business has not on the whole increased, nor have prices appreciably advanced since April 1, when the range for all commodities was the lowest ever known in this country. Breadstuffs and iron products have risen slightly, but some other articles have declined, and the root of the matter is that demand for consumption is still below expectations. The number of hands employed has been slightly lessened by strikes in some establishments and by stoppage or reduction in force in others, but the change during the last week has not been relatively important. The weather has not favored active distribution of spring goods, and uncertainty as to continued employment affects the purchases by hands in a large number of establishments." <box>333 1474 561 1702</box>
story-subtitle: Misanthropic Chicagoan Kills His Three Children and Commits Suicide. <box>827 109 1015 131</box>
story-title: Wants Reciprocity. <box>1113 220 1204 230</box>
table-row <box>807 780 1035 793</box>
table-cell: Pittsburg <box>809 717 853 727</box>
table-row <box>807 703 1035 716</box>
